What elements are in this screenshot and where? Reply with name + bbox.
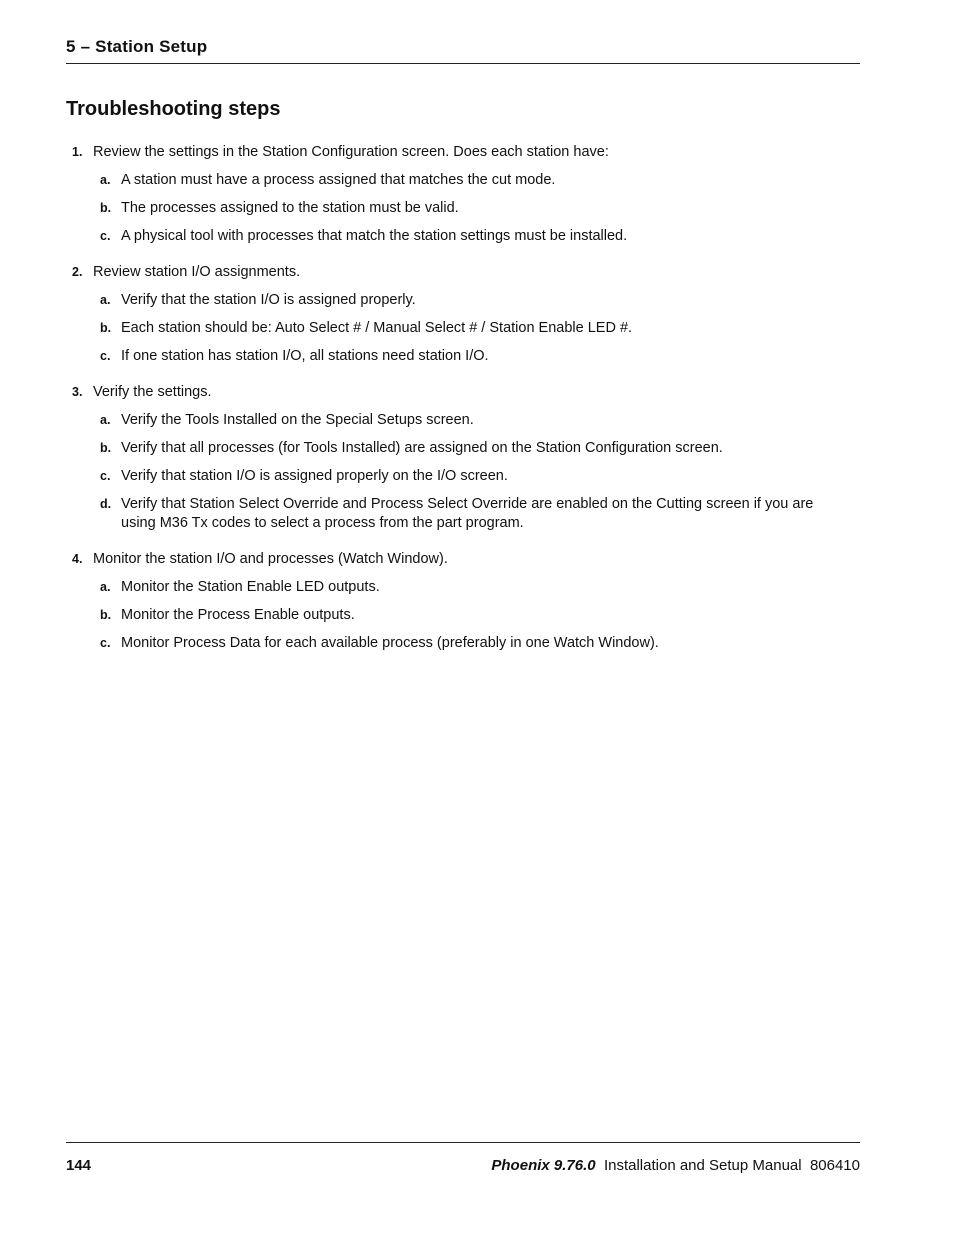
page-number: 144 — [66, 1157, 92, 1174]
step-text: Verify the settings. — [93, 384, 212, 400]
substep — [66, 319, 860, 338]
substep-letter: b. — [100, 608, 112, 622]
step-row — [66, 550, 860, 569]
step-1 — [66, 143, 860, 246]
part-number: 806410 — [809, 1157, 860, 1174]
step-number: 2. — [72, 265, 83, 279]
step-4 — [66, 550, 860, 653]
step-number: 3. — [72, 385, 83, 399]
step-2 — [66, 263, 860, 366]
page-title: Troubleshooting steps — [66, 98, 281, 120]
substep-text: Each station should be: Auto Select # / Manual Select # / Station Enable LED #. — [121, 320, 633, 336]
substep-letter: b. — [100, 201, 112, 215]
substep — [66, 634, 860, 653]
substep — [66, 578, 860, 597]
substep — [66, 347, 860, 366]
substep — [66, 467, 860, 486]
page-header — [66, 36, 860, 64]
substep — [66, 606, 860, 625]
steps-list — [66, 143, 860, 670]
step-row — [66, 143, 860, 162]
substep-letter: a. — [100, 293, 111, 307]
substep-text: Monitor Process Data for each available process (preferably in one Watch Window). — [121, 635, 659, 651]
substep-text: Monitor the Process Enable outputs. — [121, 607, 355, 623]
substep-letter: a. — [100, 413, 111, 427]
page-footer — [66, 1155, 860, 1177]
substep-letter: a. — [100, 173, 111, 187]
substep-letter: a. — [100, 580, 111, 594]
step-row — [66, 263, 860, 282]
step-text: Review station I/O assignments. — [93, 264, 301, 280]
substep-letter: c. — [100, 349, 111, 363]
substep — [66, 291, 860, 310]
footer-manual-info — [491, 1155, 860, 1177]
substep-letter: c. — [100, 636, 111, 650]
substep-letter: d. — [100, 497, 112, 511]
substep-text: Verify the Tools Installed on the Special Setups screen. — [121, 412, 474, 428]
substep-text: A station must have a process assigned that matches the cut mode. — [121, 172, 556, 188]
substep — [66, 171, 860, 190]
footer-divider — [66, 1142, 860, 1143]
substep-letter: b. — [100, 321, 112, 335]
substep-text: Monitor the Station Enable LED outputs. — [121, 579, 380, 595]
substep-text: A physical tool with processes that match the station settings must be installed. — [121, 228, 628, 244]
step-text: Review the settings in the Station Configuration screen. Does each station have: — [93, 144, 609, 160]
step-row — [66, 383, 860, 402]
substep — [66, 227, 860, 246]
step-text: Monitor the station I/O and processes (Watch Window). — [93, 551, 448, 567]
substep — [66, 495, 860, 533]
substep-letter: c. — [100, 469, 111, 483]
step-number: 4. — [72, 552, 83, 566]
step-3 — [66, 383, 860, 533]
substep — [66, 199, 860, 218]
product-name: Phoenix 9.76.0 — [491, 1157, 596, 1174]
substep-letter: b. — [100, 441, 112, 455]
manual-title: Installation and Setup Manual — [603, 1157, 802, 1174]
substep — [66, 439, 860, 458]
section-heading: 5 – Station Setup — [66, 37, 208, 56]
substep-text: The processes assigned to the station must be valid. — [121, 200, 459, 216]
substep — [66, 411, 860, 430]
substep-text: Verify that station I/O is assigned properly on the I/O screen. — [121, 468, 508, 484]
substep-text: Verify that Station Select Override and Process Select Override are enabled on the Cutting screen if you are using M36 Tx codes to select a process from the part program. — [121, 496, 814, 531]
substep-letter: c. — [100, 229, 111, 243]
substep-text: If one station has station I/O, all stations need station I/O. — [121, 348, 489, 364]
substep-text: Verify that all processes (for Tools Installed) are assigned on the Station Configuration screen. — [121, 440, 723, 456]
substep-text: Verify that the station I/O is assigned properly. — [121, 292, 416, 308]
step-number: 1. — [72, 145, 83, 159]
